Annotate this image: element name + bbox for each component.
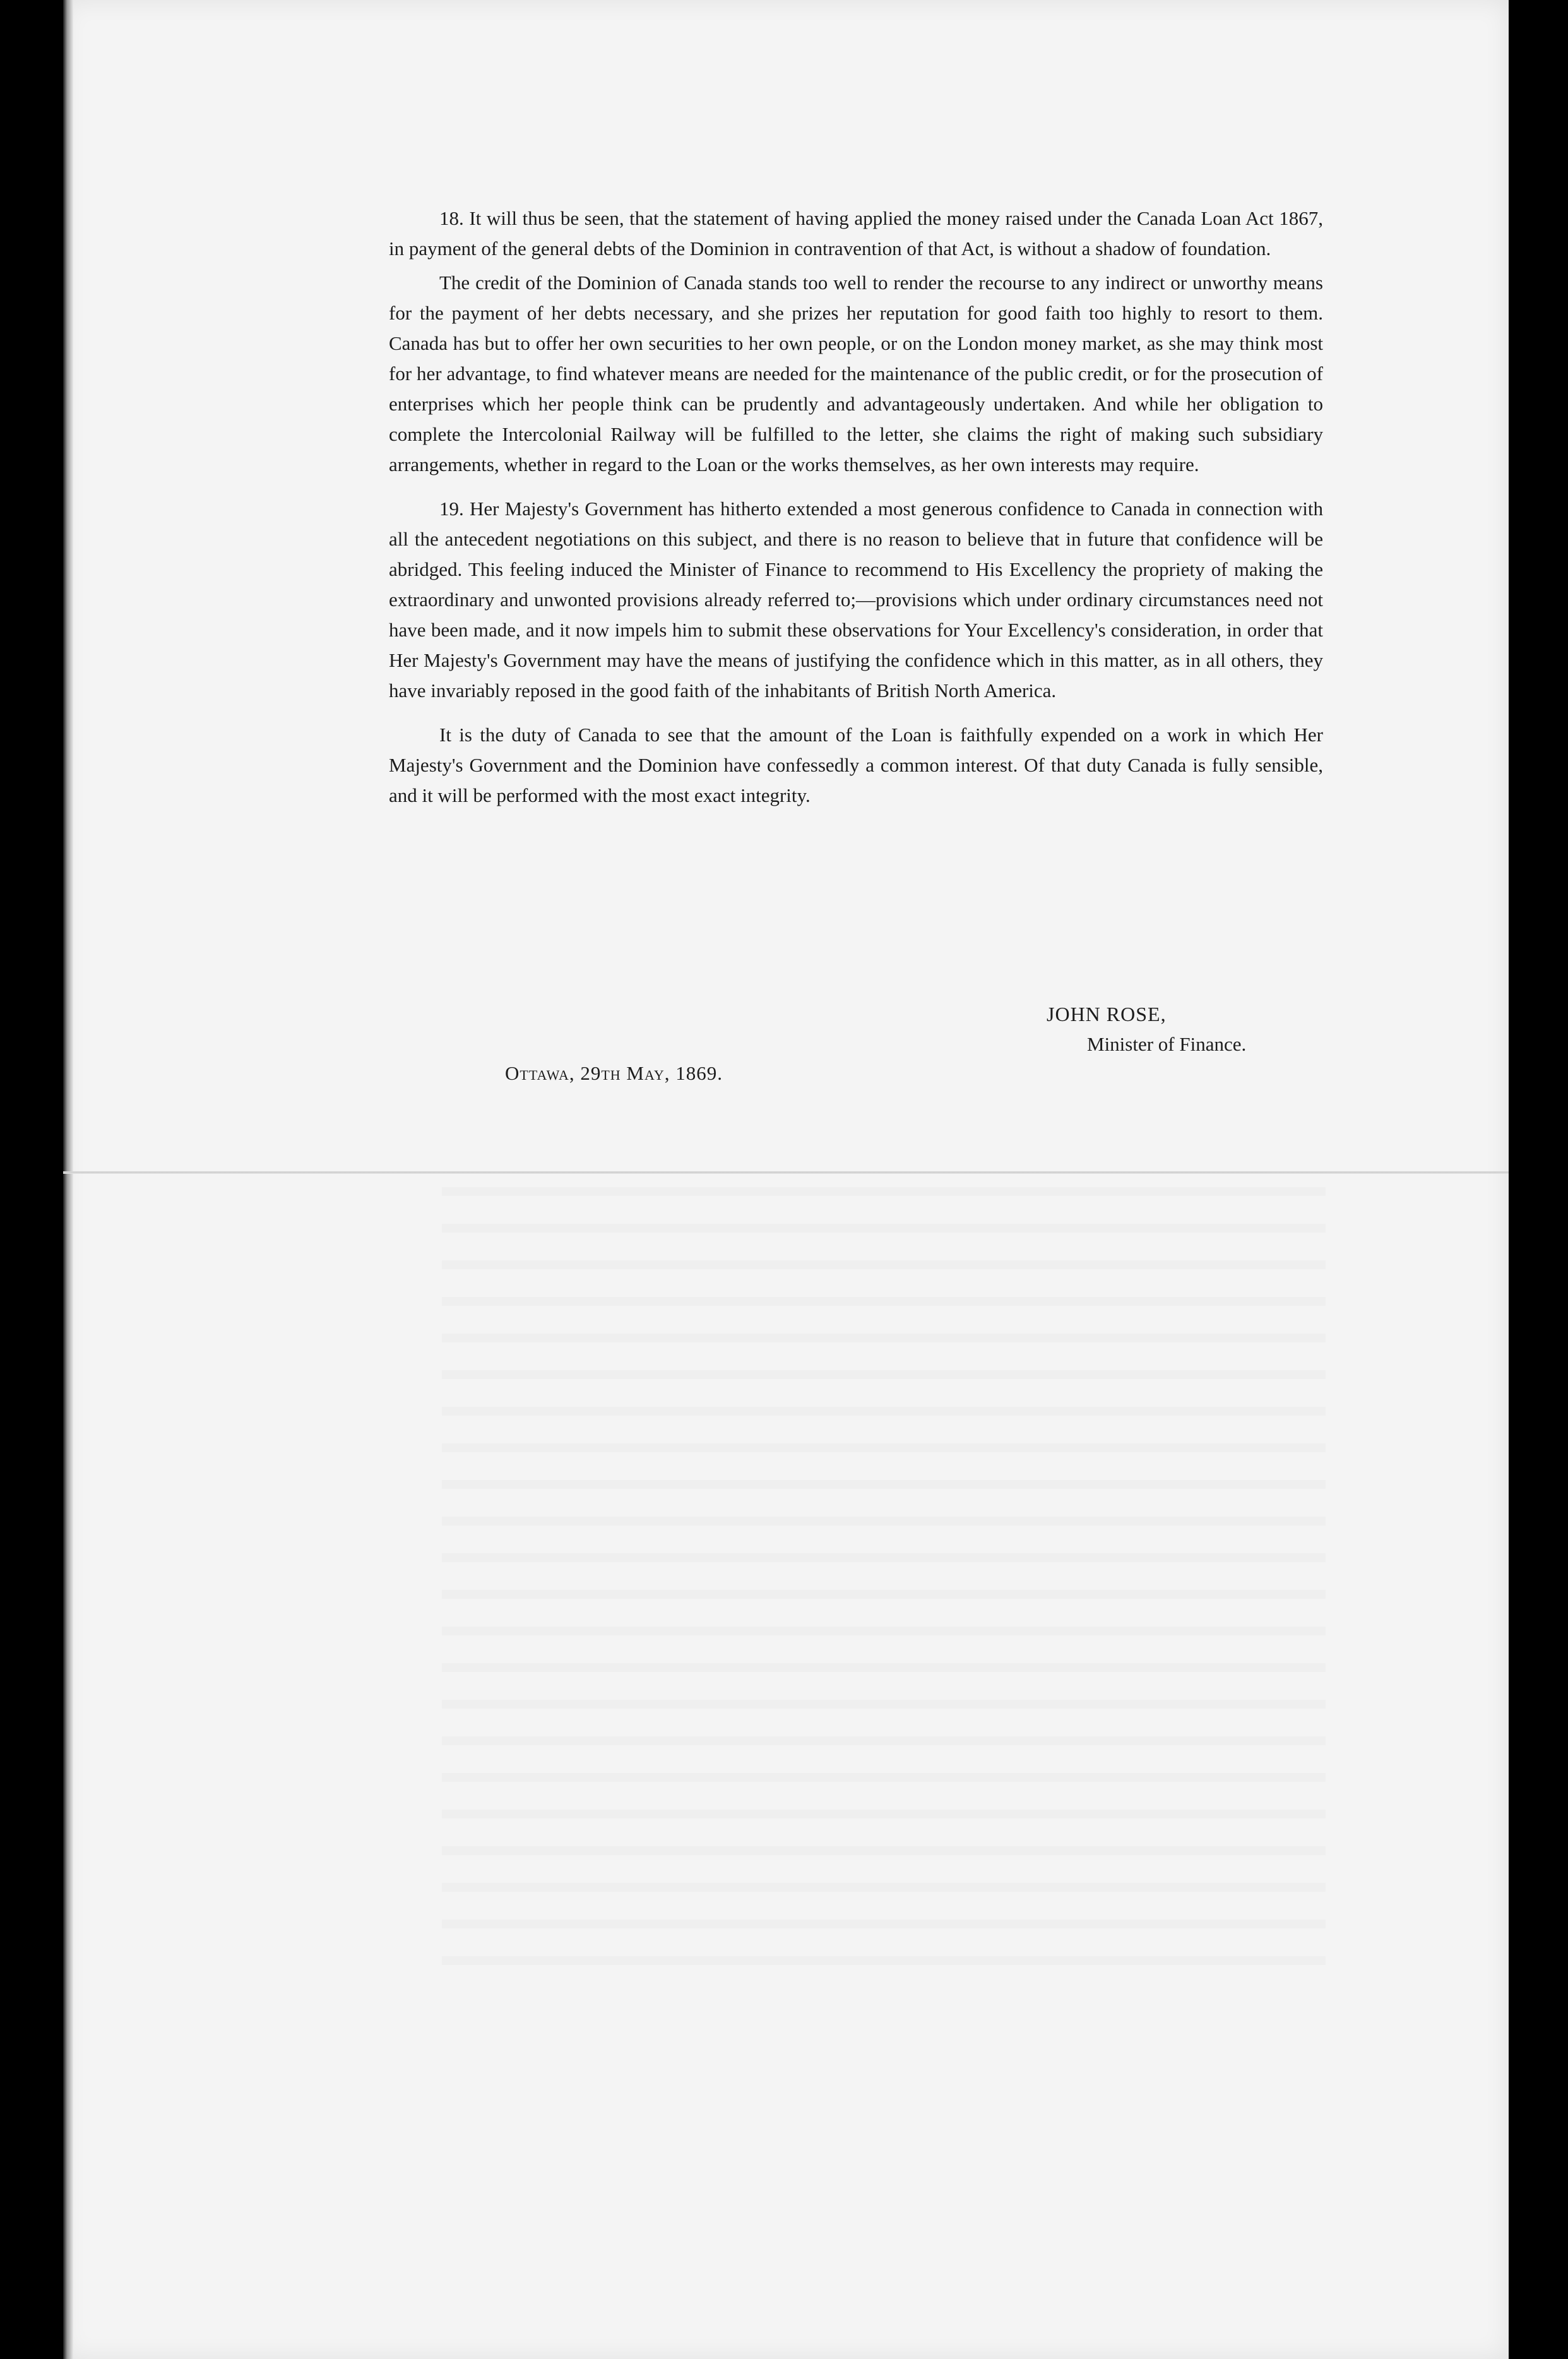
paragraph-19: 19. Her Majesty's Government has hitherto extended a most generous confidence to Canada in connection with all the antecedent negotiations on this subject, and there is no reason to believe that in future that confidence will be abridged. This feeling induced the Minister of Finance to recommend to His Excellency the propriety of making the extraordinary and unwonted provisions already referred to;—provisions which under ordinary circumstances need not have been made, and it now impels him to submit these observations for Your Excellency's consideration, in order that Her Majesty's Government may have the means of justifying the confidence which in this matter, as in all others, they have invariably reposed in the good faith of the inhabitants of British North America. — [389, 498, 1323, 702]
signature-title: Minister of Finance. — [1087, 1033, 1247, 1055]
show-through-text — [442, 1187, 1326, 1983]
signature-name: JOHN ROSE, — [1047, 1003, 1167, 1025]
page-edge — [63, 0, 73, 2359]
paragraph-18: 18. It will thus be seen, that the statement of having applied the money raised under the Canada Loan Act 1867, in payment of the general debts of the Dominion in contravention of that Act, is without a shadow of foundation. — [389, 207, 1323, 260]
letter-body — [389, 203, 1323, 811]
paragraph-duty: It is the duty of Canada to see that the amount of the Loan is faithfully expended on a work in which Her Majesty's Government and the Dominion have confessedly a common interest. Of that duty Canada is fully sensible, and it will be performed with the most exact integrity. — [389, 724, 1323, 806]
page-fold-line — [63, 1171, 1509, 1174]
place-and-date: Ottawa, 29th May, 1869. — [505, 1062, 723, 1084]
paragraph-credit: The credit of the Dominion of Canada stands too well to render the recourse to any indirect or unworthy means for the payment of her debts necessary, and she prizes her reputation for good faith too highly to resort to them. Canada has but to offer her own securities to her own people, or on the London money market, as she may think most for her advantage, to find whatever means are needed for the maintenance of the public credit, or for the prosecution of enterprises which her people think can be prudently and advantageously undertaken. And while her obligation to complete the Intercolonial Railway will be fulfilled to the letter, she claims the right of making such subsidiary arrangements, whether in regard to the Loan or the works themselves, as her own interests may require. — [389, 272, 1323, 475]
